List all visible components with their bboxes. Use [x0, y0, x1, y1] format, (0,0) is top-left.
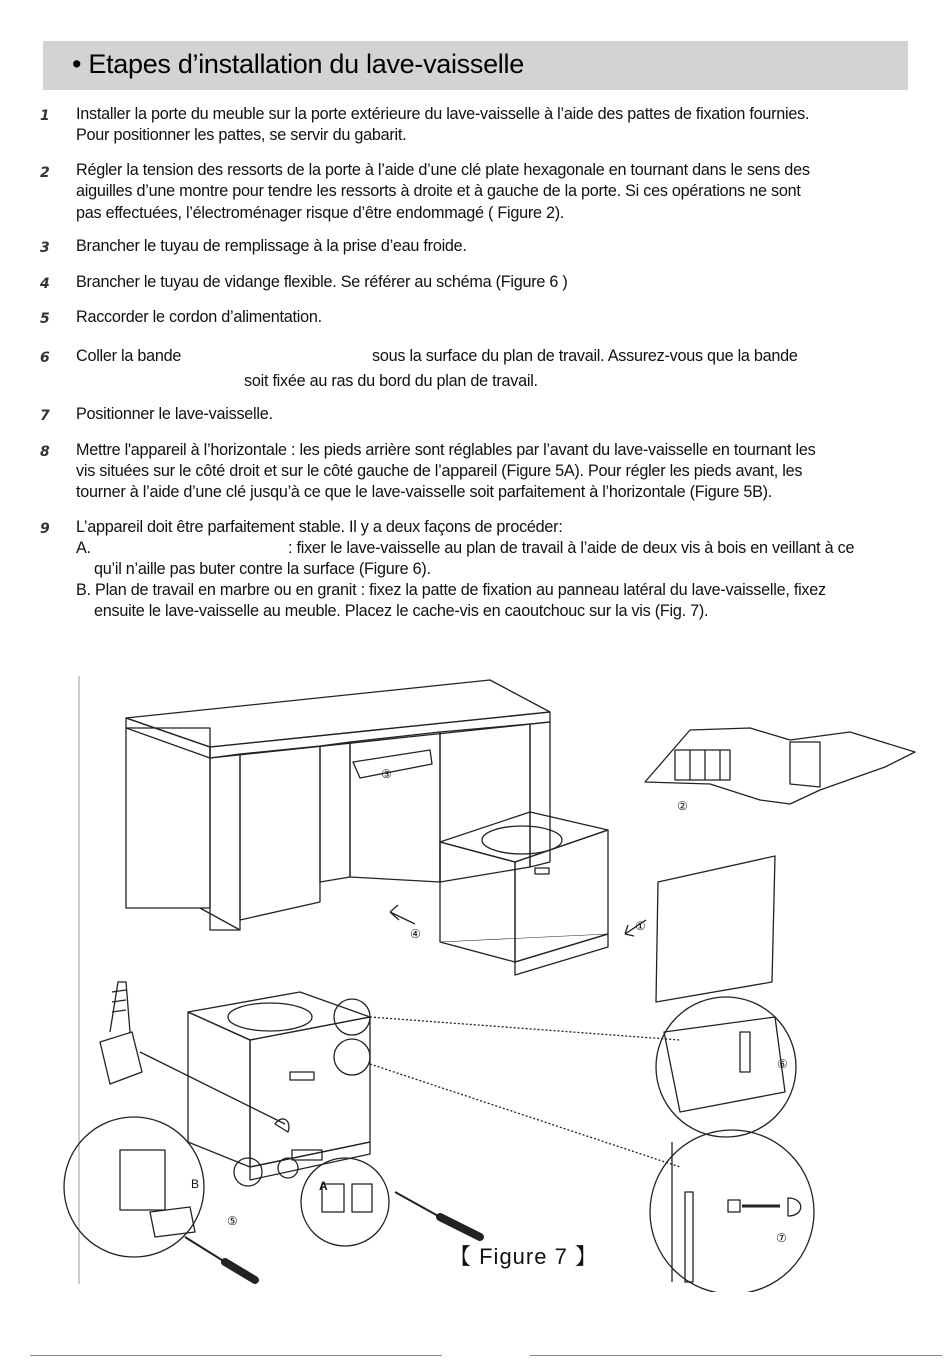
step-text: Brancher le tuyau de vidange flexible. Se référer au schéma (Figure 6 ) — [76, 273, 568, 291]
step-number: 7 — [40, 408, 50, 424]
step-number: 6 — [40, 350, 50, 366]
dishwasher-installation-diagram — [60, 672, 920, 1292]
step-text: aiguilles d’une montre pour tendre les ressorts à droite et à gauche de la porte. Si ces opérations ne sont — [76, 182, 801, 200]
callout-6: ⑥ — [777, 1057, 788, 1071]
step-text: Raccorder le cordon d’alimentation. — [76, 308, 322, 326]
step-text: ensuite le lave-vaisselle au meuble. Placez le cache-vis en caoutchouc sur la vis (Fig. 7). — [94, 602, 709, 620]
callout-b: B — [191, 1177, 200, 1191]
step-text: soit fixée au ras du bord du plan de travail. — [244, 372, 538, 390]
page-title: • Etapes d’installation du lave-vaisselle — [72, 49, 524, 79]
step-text: sous la surface du plan de travail. Assurez-vous que la bande — [372, 347, 798, 365]
step-text: qu’il n’aille pas buter contre la surface (Figure 6). — [94, 560, 431, 578]
footer-divider-left — [30, 1355, 442, 1356]
callout-a: A — [319, 1179, 328, 1193]
step-text: Pour positionner les pattes, se servir du gabarit. — [76, 126, 407, 144]
callout-3: ③ — [381, 767, 392, 781]
callout-5: ⑤ — [227, 1214, 238, 1228]
step-text: : fixer le lave-vaisselle au plan de travail à l’aide de deux vis à bois en veillant à ce — [288, 539, 855, 557]
callout-1: ① — [635, 919, 646, 933]
step-text: L’appareil doit être parfaitement stable. Il y a deux façons de procéder: — [76, 518, 563, 536]
step-text: Mettre l'appareil à l’horizontale : les pieds arrière sont réglables par l’avant du lave-vaisselle en tournant les — [76, 441, 816, 459]
installation-illustration — [60, 672, 920, 1292]
step-text: A. — [76, 539, 91, 557]
step-text: pas effectuées, l’électroménager risque d’être endommagé ( Figure 2). — [76, 204, 565, 222]
callout-4: ④ — [410, 927, 421, 941]
step-number: 5 — [40, 311, 50, 327]
step-number: 3 — [40, 240, 50, 256]
step-text: Installer la porte du meuble sur la porte extérieure du lave-vaisselle à l’aide des pattes de fixation fournies. — [76, 105, 810, 123]
step-number: 9 — [40, 521, 50, 537]
step-number: 1 — [40, 108, 50, 124]
step-text: Positionner le lave-vaisselle. — [76, 405, 273, 423]
footer-divider-right — [530, 1355, 942, 1356]
step-text: B. Plan de travail en marbre ou en granit : fixez la patte de fixation au panneau latéral du lave-vaisselle, fixez — [76, 581, 826, 599]
step-number: 8 — [40, 444, 50, 460]
step-number: 4 — [40, 276, 50, 292]
step-text: tourner à l’aide d’une clé jusqu’à ce que le lave-vaisselle soit parfaitement à l’horizontale (Figure 5B). — [76, 483, 773, 501]
figure-caption: 【 Figure 7 】 — [449, 1244, 598, 1269]
step-text: vis situées sur le côté droit et sur le côté gauche de l’appareil (Figure 5A). Pour régler les pieds avant, les — [76, 462, 803, 480]
step-text: Coller la bande — [76, 347, 182, 365]
callout-2: ② — [677, 799, 688, 813]
step-number: 2 — [40, 165, 50, 181]
step-text: Brancher le tuyau de remplissage à la prise d’eau froide. — [76, 237, 467, 255]
step-text: Régler la tension des ressorts de la porte à l’aide d’une clé plate hexagonale en tournant dans le sens des — [76, 161, 810, 179]
callout-7: ⑦ — [776, 1231, 787, 1245]
